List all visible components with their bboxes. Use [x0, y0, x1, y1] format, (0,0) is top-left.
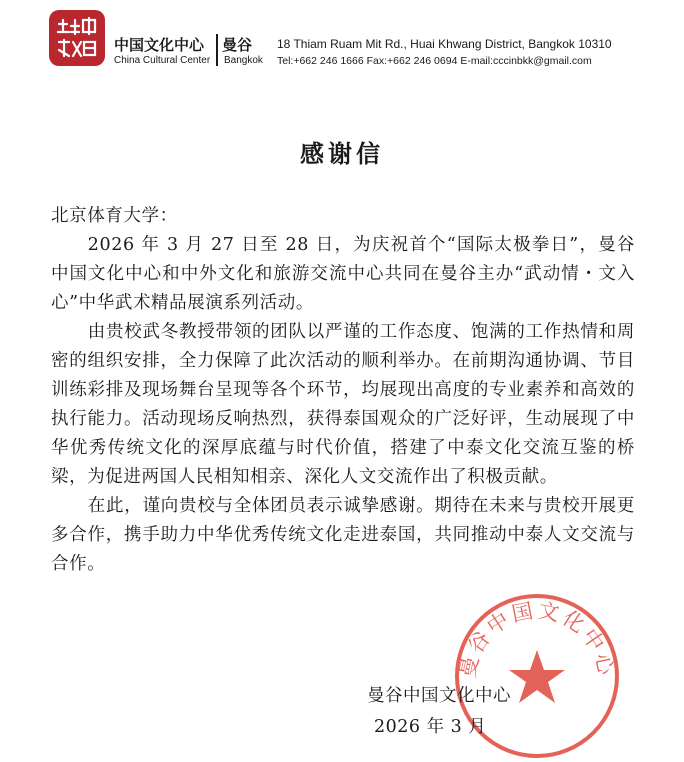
org-name-cn: 中国文化中心	[114, 36, 205, 54]
org-name-en: China Cultural Center	[114, 55, 211, 66]
signature-date: 2026 年 3 月	[374, 717, 487, 737]
contact-line: Tel:+662 246 1666 Fax:+662 246 0694 E-mail:cccinbkk@gmail.com	[277, 55, 592, 67]
address-line: 18 Thiam Ruam Mit Rd., Huai Khwang District, Bangkok 10310	[277, 37, 612, 51]
letterhead-divider	[216, 34, 218, 66]
paragraph: 在此，谨向贵校与全体团员表示诚挚感谢。期待在未来与贵校开展更多合作，携手助力中华优秀传统文化走进泰国，共同推动中泰人文交流与合作。	[51, 496, 635, 574]
china-cultural-center-logo-icon	[49, 10, 105, 66]
city-name-cn: 曼谷	[222, 36, 253, 54]
letter-body	[51, 202, 635, 579]
paragraph: 2026 年 3 月 27 日至 28 日，为庆祝首个“国际太极拳日”，曼谷中国文化中心和中外文化和旅游交流中心共同在曼谷主办“武动情・文入心”中华武术精品展演系列活动。	[51, 235, 635, 313]
seal-text: 曼谷中国文化中心	[455, 598, 619, 680]
city-name-en: Bangkok	[224, 55, 263, 66]
letterhead	[0, 0, 684, 80]
letter-title: 感谢信	[300, 140, 384, 168]
signature-org: 曼谷中国文化中心	[367, 686, 511, 706]
paragraph: 由贵校武冬教授带领的团队以严谨的工作态度、饱满的工作热情和周密的组织安排，全力保障了此次活动的顺利举办。在前期沟通协调、节目训练彩排及现场舞台呈现等各个环节，均展现出高度的专业素养和高效的执行能力。活动现场反响热烈，获得泰国观众的广泛好评，生动展现了中华优秀传统文化的深厚底蕴与时代价值，搭建了中泰文化交流互鉴的桥梁，为促进两国人民相知相亲、深化人文交流作出了积极贡献。	[51, 322, 635, 487]
salutation: 北京体育大学：	[51, 206, 178, 226]
